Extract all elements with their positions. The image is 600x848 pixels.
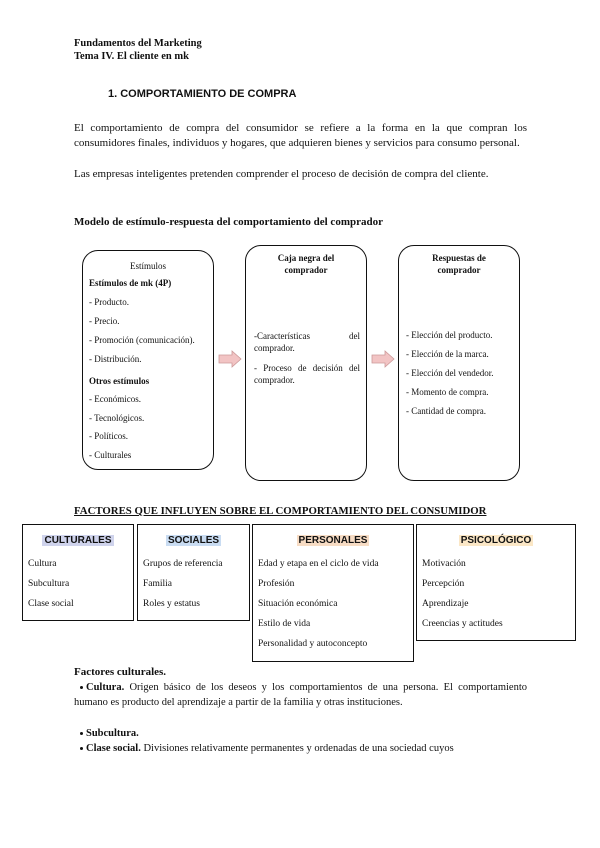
factor-item: Grupos de referencia: [143, 559, 223, 569]
bullet-clase-social: [80, 742, 454, 757]
response-item: - Momento de compra.: [406, 387, 489, 397]
stimuli-box: [82, 250, 214, 470]
factor-column-sociales: [137, 524, 250, 621]
factor-head-culturales: CULTURALES: [44, 535, 112, 546]
response-item: - Cantidad de compra.: [406, 406, 486, 416]
response-item: - Elección del vendedor.: [406, 368, 494, 378]
factor-head-personales: PERSONALES: [298, 535, 368, 546]
paragraph-1: El comportamiento de compra del consumidor se refiere a la forma en la que compran los consumidores finales, individuos y hogares, que adquieren bienes y servicios para consumo personal.: [74, 122, 527, 149]
factor-column-psicologico: [416, 524, 576, 641]
bullet-cultura: [74, 681, 527, 710]
factor-item: Estilo de vida: [258, 619, 311, 629]
factor-item: Edad y etapa en el ciclo de vida: [258, 559, 379, 569]
responses-box-title-line2: comprador: [437, 265, 481, 275]
bullet-label: Cultura.: [86, 682, 125, 693]
bullet-text: Origen básico de los deseos y los comportamientos de una persona. El comportamiento humano es producto del aprendizaje a partir de la familia y otras instituciones.: [74, 682, 527, 708]
responses-box-title-line1: Respuestas de: [432, 253, 486, 263]
black-box-item: -Características del comprador.: [254, 331, 360, 353]
response-item: - Elección del producto.: [406, 330, 493, 340]
factor-item: Subcultura: [28, 579, 70, 589]
factor-column-culturales: [22, 524, 134, 621]
bullet-icon: [80, 732, 83, 735]
factor-item: Creencias y actitudes: [422, 619, 503, 629]
factor-item: Clase social: [28, 599, 74, 609]
stimuli-item: - Precio.: [89, 316, 120, 326]
topic-title: Tema IV. El cliente en mk: [74, 51, 189, 62]
factor-item: Motivación: [422, 559, 466, 569]
stimuli-box-title: Estímulos: [129, 261, 166, 271]
other-stimuli-subtitle: Otros estímulos: [89, 376, 150, 386]
factor-item: Familia: [143, 579, 173, 589]
document-header: [74, 37, 202, 63]
bullet-icon: [80, 686, 83, 689]
factor-item: Cultura: [28, 559, 57, 569]
bullet-subcultura: [80, 727, 139, 742]
cultural-factors-title: Factores culturales.: [74, 666, 167, 678]
bullet-icon: [80, 747, 83, 750]
bullet-label: Subcultura.: [86, 728, 139, 739]
other-stimuli-item: - Culturales: [89, 449, 132, 460]
other-stimuli-item: - Políticos.: [89, 431, 129, 441]
factor-item: Roles y estatus: [143, 599, 200, 609]
response-item: - Elección de la marca.: [406, 349, 489, 359]
stimuli-item: - Producto.: [89, 297, 129, 307]
black-box-title-line2: comprador: [284, 265, 328, 275]
black-box: [245, 245, 367, 481]
factor-head-psicologico: PSICOLÓGICO: [460, 535, 532, 546]
responses-box: [398, 245, 520, 481]
arrow-right-icon: [218, 350, 242, 368]
stimuli-mk-subtitle: Estímulos de mk (4P): [89, 278, 172, 288]
stimuli-item: - Distribución.: [89, 354, 142, 364]
black-box-item: - Proceso de decisión del comprador.: [254, 363, 360, 385]
factors-title: FACTORES QUE INFLUYEN SOBRE EL COMPORTAMIENTO DEL CONSUMIDOR: [74, 505, 487, 517]
other-stimuli-item: - Tecnológicos.: [89, 412, 145, 423]
factor-item: Profesión: [258, 579, 295, 589]
course-title: Fundamentos del Marketing: [74, 38, 202, 49]
bullet-label: Clase social.: [86, 743, 141, 754]
model-title: Modelo de estímulo-respuesta del comportamiento del comprador: [74, 216, 383, 228]
bullet-text: Divisiones relativamente permanentes y ordenadas de una sociedad cuyos: [143, 743, 454, 754]
factor-column-personales: [252, 524, 414, 662]
factor-item: Personalidad y autoconcepto: [258, 639, 368, 649]
factor-item: Percepción: [422, 579, 465, 589]
stimuli-item: - Promoción (comunicación).: [89, 335, 195, 345]
factor-item: Aprendizaje: [422, 599, 469, 609]
factor-head-sociales: SOCIALES: [167, 535, 220, 546]
other-stimuli-item: - Económicos.: [89, 394, 141, 404]
arrow-right-icon: [371, 350, 395, 368]
paragraph-2: Las empresas inteligentes pretenden comprender el proceso de decisión de compra del cliente.: [74, 168, 489, 180]
factor-item: Situación económica: [258, 599, 338, 609]
section-title: 1. COMPORTAMIENTO DE COMPRA: [108, 88, 297, 100]
black-box-title-line1: Caja negra del: [277, 253, 335, 263]
